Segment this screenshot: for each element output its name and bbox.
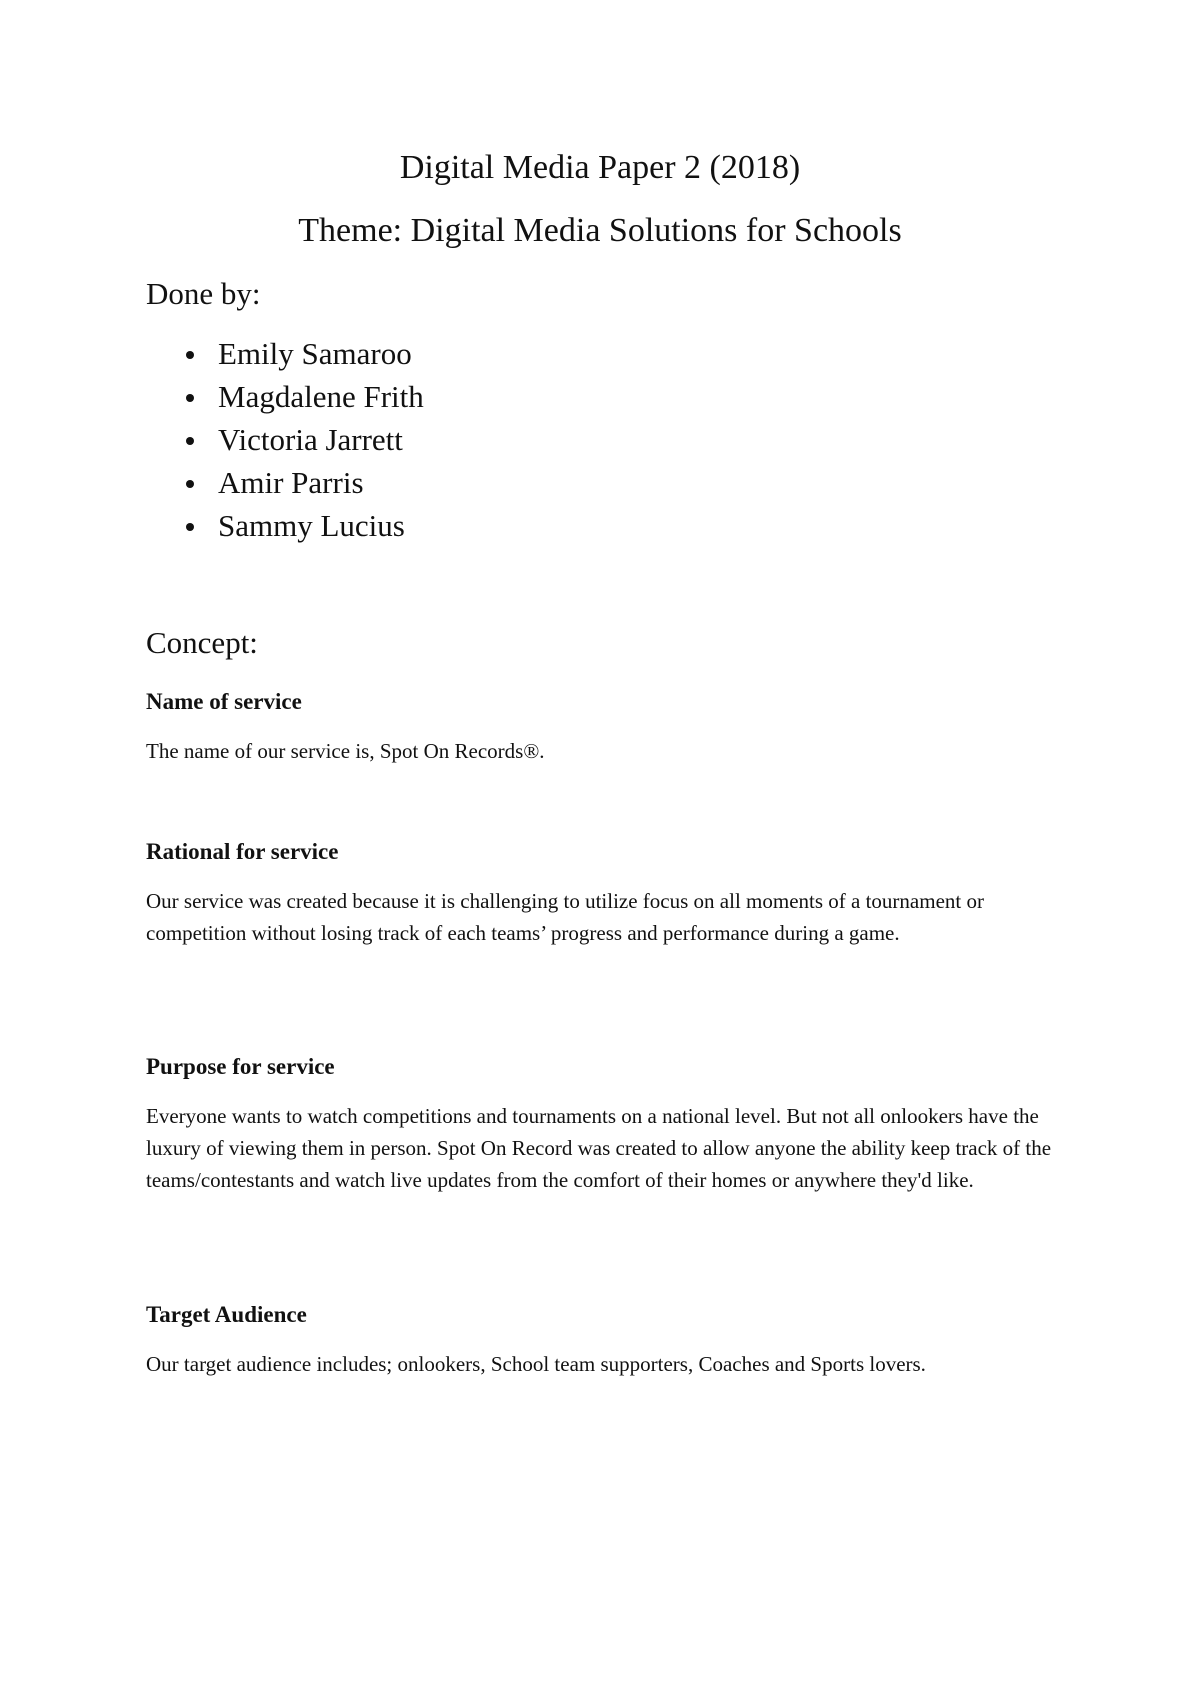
section-heading: Name of service bbox=[146, 689, 302, 714]
author-list bbox=[146, 332, 424, 547]
bullet-icon bbox=[186, 437, 194, 445]
section-body: Our target audience includes; onlookers, School team supporters, Coaches and Sports lovers. bbox=[146, 1352, 926, 1376]
concept-label: Concept: bbox=[146, 625, 258, 660]
section-body: Everyone wants to watch competitions and tournaments on a national level. But not all onlookers have the luxury of viewing them in person. Spot On Record was created to allow anyone the ability keep track of the teams/contestants and watch live updates from the comfort of their homes or anywhere they'd like. bbox=[146, 1104, 1052, 1192]
author-item bbox=[146, 504, 424, 547]
author-name: Magdalene Frith bbox=[218, 379, 424, 414]
author-item bbox=[146, 332, 424, 375]
section-target-audience bbox=[146, 1301, 1076, 1380]
section-rational-for-service bbox=[146, 838, 1076, 949]
section-name-of-service bbox=[146, 688, 1076, 767]
author-item bbox=[146, 375, 424, 418]
document-theme: Theme: Digital Media Solutions for Schools bbox=[298, 212, 902, 249]
bullet-icon bbox=[186, 480, 194, 488]
author-name: Amir Parris bbox=[218, 465, 364, 500]
author-item bbox=[146, 418, 424, 461]
done-by-label: Done by: bbox=[146, 276, 261, 311]
bullet-icon bbox=[186, 523, 194, 531]
section-body: Our service was created because it is challenging to utilize focus on all moments of a tournament or competition without losing track of each teams’ progress and performance during a game. bbox=[146, 889, 984, 945]
author-item bbox=[146, 461, 424, 504]
bullet-icon bbox=[186, 394, 194, 402]
author-name: Emily Samaroo bbox=[218, 336, 412, 371]
bullet-icon bbox=[186, 351, 194, 359]
author-name: Sammy Lucius bbox=[218, 508, 405, 543]
section-purpose-for-service bbox=[146, 1053, 1076, 1196]
document-title: Digital Media Paper 2 (2018) bbox=[399, 149, 801, 186]
section-heading: Purpose for service bbox=[146, 1054, 335, 1079]
section-heading: Rational for service bbox=[146, 839, 339, 864]
section-heading: Target Audience bbox=[146, 1302, 307, 1327]
author-name: Victoria Jarrett bbox=[218, 422, 403, 457]
section-body: The name of our service is, Spot On Records®. bbox=[146, 739, 545, 763]
